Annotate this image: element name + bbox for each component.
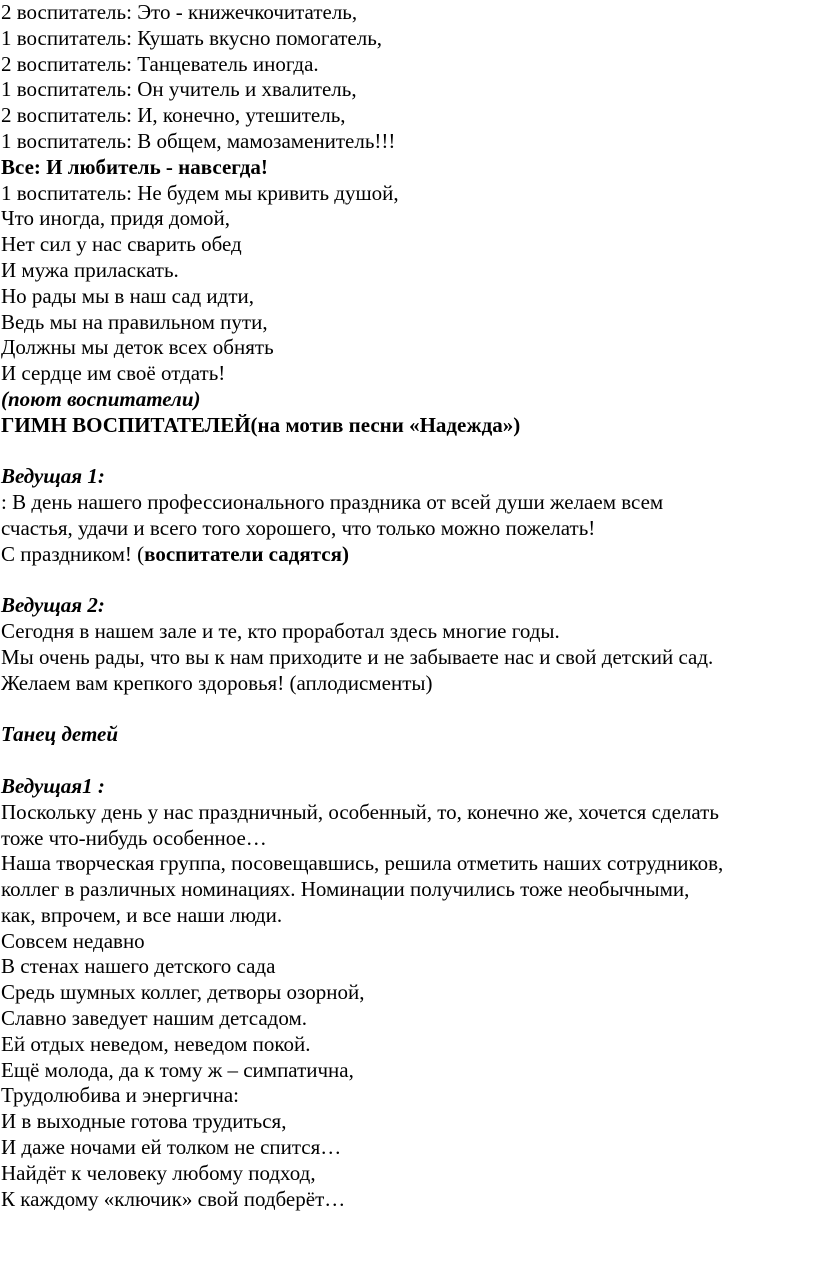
text-line: И сердце им своё отдать! xyxy=(1,361,226,386)
text-line: 1 воспитатель: В общем, мамозаменитель!!! xyxy=(1,128,396,153)
text-line: 1 воспитатель: Не будем мы кривить душой, xyxy=(1,180,399,205)
speaker-label: Ведущая1 : xyxy=(1,773,105,798)
text-line: 1 воспитатель: Он учитель и хвалитель, xyxy=(1,77,357,102)
text-line: В стенах нашего детского сада xyxy=(1,954,276,979)
blank-line xyxy=(1,748,813,774)
blank-line xyxy=(1,439,813,465)
text-line: 2 воспитатель: Это - книжечкочитатель, xyxy=(1,0,358,24)
text-line: коллег в различных номинациях. Номинации получились тоже необычными, xyxy=(1,877,690,902)
text-line: Мы очень рады, что вы к нам приходите и не забываете нас и свой детский сад. xyxy=(1,644,714,669)
stage-direction: воспитатели садятся) xyxy=(144,541,349,566)
text-line: тоже что-нибудь особенное… xyxy=(1,825,267,850)
text-line: счастья, удачи и всего того хорошего, что только можно пожелать! xyxy=(1,515,596,540)
text-line: : В день нашего профессионального праздника от всей души желаем всем xyxy=(1,490,664,515)
text-line: как, впрочем, и все наши люди. xyxy=(1,902,283,927)
text-line: И мужа приласкать. xyxy=(1,257,179,282)
text-segment: С праздником! ( xyxy=(1,541,145,566)
text-line-all-bold: Все: И любитель - навсегда! xyxy=(1,154,268,179)
text-line: Славно заведует нашим детсадом. xyxy=(1,1006,307,1031)
text-line: 2 воспитатель: Танцеватель иногда. xyxy=(1,51,319,76)
text-line: Ей отдых неведом, неведом покой. xyxy=(1,1031,311,1056)
text-line: Трудолюбива и энергична: xyxy=(1,1083,240,1108)
text-line: Поскольку день у нас праздничный, особенный, то, конечно же, хочется сделать xyxy=(1,799,719,824)
text-line: Совсем недавно xyxy=(1,928,145,953)
text-line: 1 воспитатель: Кушать вкусно помогатель, xyxy=(1,25,383,50)
blank-line xyxy=(1,568,813,594)
section-heading: ГИМН ВОСПИТАТЕЛЕЙ(на мотив песни «Надежда») xyxy=(1,412,521,437)
text-line: Что иногда, придя домой, xyxy=(1,206,230,231)
text-line: Желаем вам крепкого здоровья! (аплодисменты) xyxy=(1,670,433,695)
text-line: Ведь мы на правильном пути, xyxy=(1,309,268,334)
speaker-label: Ведущая 2: xyxy=(1,593,105,618)
text-line: Найдёт к человеку любому подход, xyxy=(1,1160,316,1185)
text-line-mixed xyxy=(1,542,813,568)
text-line: Нет сил у нас сварить обед xyxy=(1,232,242,257)
blank-line xyxy=(1,697,813,723)
text-line: И даже ночами ей толком не спится… xyxy=(1,1135,342,1160)
stage-direction: (поют воспитатели) xyxy=(1,386,201,411)
text-line: Наша творческая группа, посовещавшись, решила отметить наших сотрудников, xyxy=(1,851,724,876)
text-line: Должны мы деток всех обнять xyxy=(1,335,274,360)
text-line: Средь шумных коллег, детворы озорной, xyxy=(1,980,365,1005)
document-page xyxy=(1,0,813,1212)
text-line: К каждому «ключик» свой подберёт… xyxy=(1,1186,346,1211)
speaker-label: Ведущая 1: xyxy=(1,464,105,489)
text-line: Но рады мы в наш сад идти, xyxy=(1,283,254,308)
text-line: 2 воспитатель: И, конечно, утешитель, xyxy=(1,103,346,128)
text-line: И в выходные готова трудиться, xyxy=(1,1109,287,1134)
section-heading: Танец детей xyxy=(1,722,118,747)
text-line: Сегодня в нашем зале и те, кто проработал здесь многие годы. xyxy=(1,619,560,644)
text-line: Ещё молода, да к тому ж – симпатична, xyxy=(1,1057,354,1082)
